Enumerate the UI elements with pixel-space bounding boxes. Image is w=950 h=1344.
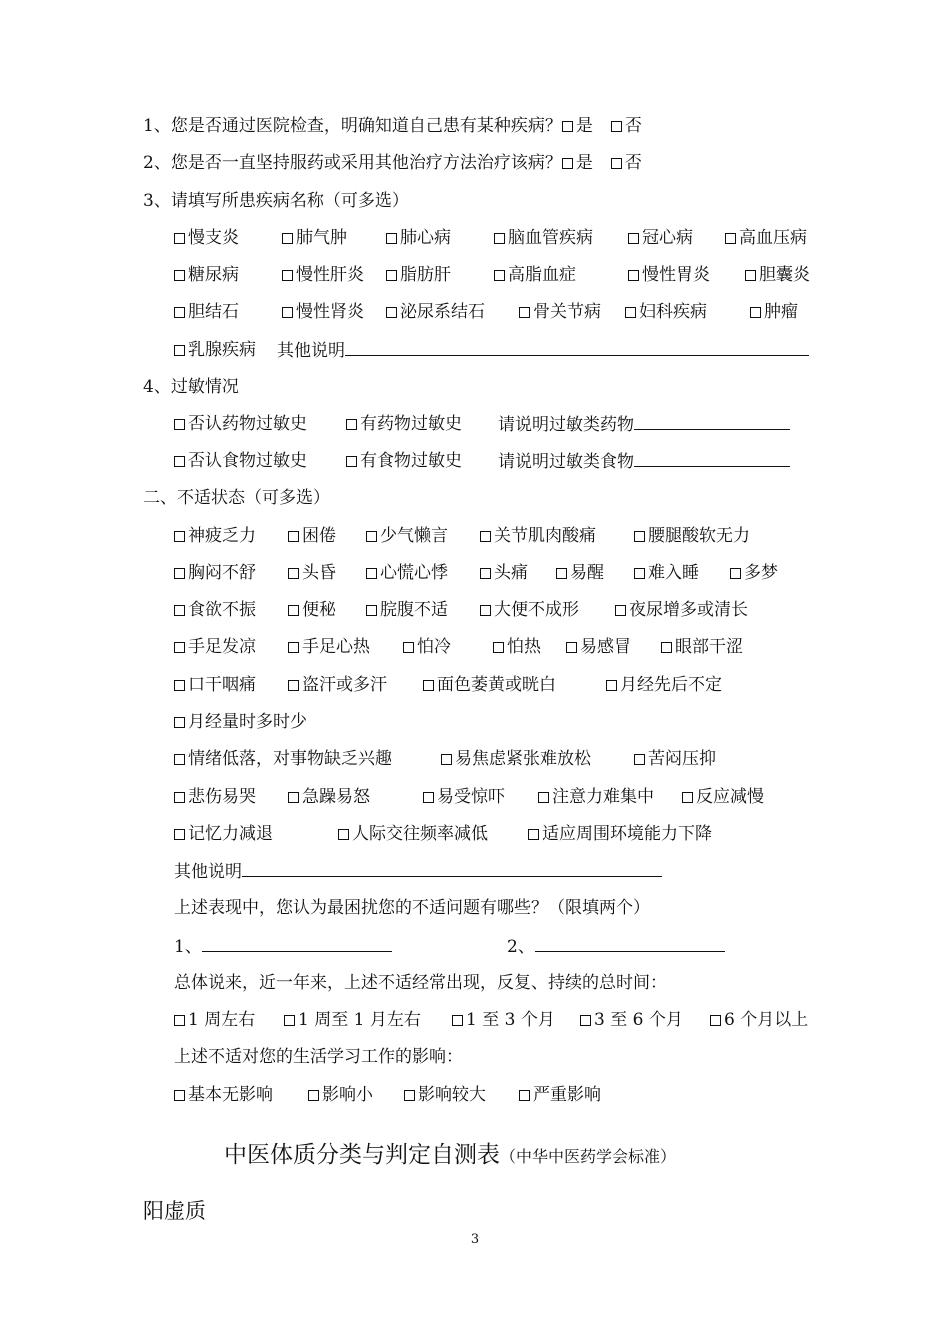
symptom-option[interactable]: [441, 748, 591, 770]
symptom-option[interactable]: [174, 525, 256, 547]
duration-option[interactable]: [284, 1009, 421, 1031]
other-label: 其他说明: [174, 862, 242, 882]
checkbox[interactable]: [282, 307, 293, 318]
duration-option[interactable]: [452, 1009, 555, 1031]
checkbox[interactable]: [282, 233, 293, 244]
symptom-option[interactable]: [288, 525, 336, 547]
checkbox[interactable]: [710, 1015, 721, 1026]
symptom-option[interactable]: [288, 636, 370, 658]
checkbox[interactable]: [174, 270, 185, 281]
page-number: 3: [470, 1232, 480, 1247]
checkbox[interactable]: [174, 1015, 185, 1026]
symptom-option[interactable]: [480, 599, 579, 621]
option-no: 否: [624, 116, 642, 136]
disease-other: [277, 339, 809, 362]
symptom-option[interactable]: [174, 748, 392, 770]
disease-label: 胆囊炎: [759, 265, 810, 285]
disease-label: 慢支炎: [188, 228, 239, 248]
disease-label: 慢性胃炎: [642, 265, 710, 285]
symptom-option[interactable]: [634, 525, 750, 547]
disease-option[interactable]: [386, 264, 451, 286]
disease-option[interactable]: [750, 301, 798, 323]
checkbox[interactable]: [580, 1015, 591, 1026]
other-label: 其他说明: [277, 341, 345, 361]
symptom-label: 难入睡: [648, 563, 699, 583]
allergy-label: 有药物过敏史: [360, 414, 462, 434]
disease-label: 慢性肾炎: [296, 302, 364, 322]
checkbox[interactable]: [174, 717, 185, 728]
symptom-label: 悲伤易哭: [188, 787, 256, 807]
disease-option[interactable]: [745, 264, 810, 286]
specify-input-line[interactable]: [634, 413, 790, 430]
symptom-label: 急躁易怒: [302, 787, 370, 807]
checkbox[interactable]: [366, 568, 377, 579]
checkbox[interactable]: [634, 568, 645, 579]
checkbox[interactable]: [528, 829, 539, 840]
symptom-option[interactable]: [528, 823, 712, 845]
allergy-label: 有食物过敏史: [360, 451, 462, 471]
symptom-option[interactable]: [423, 786, 505, 808]
checkbox[interactable]: [493, 642, 504, 653]
disease-option[interactable]: [494, 264, 576, 286]
impact-label: 影响小: [322, 1085, 373, 1105]
checkbox[interactable]: [566, 642, 577, 653]
question-2-text: 2、您是否一直坚持服药或采用其他治疗方法治疗该病？: [143, 153, 562, 173]
checkbox[interactable]: [480, 605, 491, 616]
symptom-option[interactable]: [480, 525, 596, 547]
disease-label: 高脂血症: [508, 265, 576, 285]
symptom-label: 易受惊吓: [437, 787, 505, 807]
checkbox[interactable]: [519, 1090, 530, 1101]
symptom-option[interactable]: [174, 599, 256, 621]
impact-option[interactable]: [404, 1084, 486, 1106]
option-yes: 是: [575, 153, 593, 173]
checkbox[interactable]: [682, 792, 693, 803]
checkbox[interactable]: [480, 531, 491, 542]
duration-label: 1 周左右: [188, 1010, 256, 1030]
duration-label: 3 至 6 个月: [594, 1010, 683, 1030]
disease-label: 乳腺疾病: [188, 340, 256, 360]
checkbox[interactable]: [745, 270, 756, 281]
disease-label: 冠心病: [642, 228, 693, 248]
checkbox[interactable]: [441, 754, 452, 765]
checkbox[interactable]: [625, 307, 636, 318]
symptom-option[interactable]: [423, 674, 556, 696]
symptom-option[interactable]: [366, 525, 448, 547]
checkbox[interactable]: [480, 568, 491, 579]
checkbox[interactable]: [386, 270, 397, 281]
checkbox[interactable]: [174, 605, 185, 616]
section-heading: 阳虚质: [143, 1199, 206, 1223]
symptom-option[interactable]: [288, 786, 370, 808]
checkbox[interactable]: [519, 307, 530, 318]
symptom-label: 头痛: [494, 563, 528, 583]
impact-label: 严重影响: [533, 1085, 601, 1105]
symptom-option[interactable]: [366, 599, 448, 621]
duration-label: 1 周至 1 月左右: [298, 1010, 421, 1030]
symptom-label: 关节肌肉酸痛: [494, 526, 596, 546]
symptom-label: 易感冒: [580, 637, 631, 657]
symptom-label: 易醒: [570, 563, 604, 583]
symptom-label: 多梦: [744, 563, 778, 583]
symptom-option[interactable]: [730, 562, 778, 584]
checkbox[interactable]: [661, 642, 672, 653]
symptom-label: 月经先后不定: [620, 675, 722, 695]
symptom-label: 口干咽痛: [188, 675, 256, 695]
disease-option[interactable]: [282, 301, 364, 323]
symptom-label: 胸闷不舒: [188, 563, 256, 583]
checkbox[interactable]: [174, 680, 185, 691]
checkbox[interactable]: [628, 270, 639, 281]
symptom-option[interactable]: [366, 562, 448, 584]
other-input-line[interactable]: [242, 860, 662, 877]
checkbox[interactable]: [282, 270, 293, 281]
allergy-label: 否认药物过敏史: [188, 414, 307, 434]
checkbox[interactable]: [494, 270, 505, 281]
disease-label: 脂肪肝: [400, 265, 451, 285]
disease-option[interactable]: [625, 301, 707, 323]
symptom-option[interactable]: [682, 786, 764, 808]
blank-1-label: 1、: [174, 937, 202, 957]
symptom-label: 记忆力减退: [188, 824, 273, 844]
checkbox[interactable]: [452, 1015, 463, 1026]
checkbox[interactable]: [750, 307, 761, 318]
impact-option[interactable]: [519, 1084, 601, 1106]
blank-1-input-line[interactable]: [202, 935, 392, 952]
disease-label: 妇科疾病: [639, 302, 707, 322]
disease-label: 肺心病: [400, 228, 451, 248]
checkbox[interactable]: [730, 568, 741, 579]
disease-label: 肿瘤: [764, 302, 798, 322]
checkbox[interactable]: [562, 121, 573, 132]
checkbox[interactable]: [725, 233, 736, 244]
disease-option[interactable]: [725, 227, 807, 249]
symptom-option[interactable]: [174, 711, 307, 733]
symptom-option[interactable]: [174, 636, 256, 658]
checkbox[interactable]: [538, 792, 549, 803]
symptom-label: 头昏: [302, 563, 336, 583]
symptom-option[interactable]: [556, 562, 604, 584]
section-2-heading: 二、不适状态（可多选）: [143, 488, 330, 508]
checkbox[interactable]: [494, 233, 505, 244]
blank-2-input-line[interactable]: [535, 935, 725, 952]
symptom-option[interactable]: [288, 562, 336, 584]
disease-label: 脑血管疾病: [508, 228, 593, 248]
symptom-option[interactable]: [480, 562, 528, 584]
checkbox[interactable]: [288, 642, 299, 653]
checkbox[interactable]: [284, 1015, 295, 1026]
specify-input-line[interactable]: [634, 450, 790, 467]
symptom-option[interactable]: [288, 599, 336, 621]
checkbox[interactable]: [628, 233, 639, 244]
symptom-label: 神疲乏力: [188, 526, 256, 546]
disease-label: 糖尿病: [188, 265, 239, 285]
symptom-label: 盗汗或多汗: [302, 675, 387, 695]
checkbox[interactable]: [174, 1090, 185, 1101]
allergy-option[interactable]: [346, 413, 462, 435]
checkbox[interactable]: [366, 531, 377, 542]
symptom-label: 苦闷压抑: [648, 749, 716, 769]
impact-question: 上述不适对您的生活学习工作的影响：: [174, 1047, 463, 1067]
symptom-option[interactable]: [538, 786, 654, 808]
duration-question: 总体说来，近一年来，上述不适经常出现，反复、持续的总时间：: [174, 973, 667, 993]
symptom-option[interactable]: [661, 636, 743, 658]
symptom-label: 食欲不振: [188, 600, 256, 620]
checkbox[interactable]: [423, 792, 434, 803]
symptom-label: 怕冷: [417, 637, 451, 657]
checkbox[interactable]: [386, 307, 397, 318]
symptom-option[interactable]: [338, 823, 488, 845]
checkbox[interactable]: [634, 754, 645, 765]
checkbox[interactable]: [288, 568, 299, 579]
checkbox[interactable]: [174, 792, 185, 803]
impact-option[interactable]: [308, 1084, 373, 1106]
allergy-specify: [498, 450, 790, 473]
symptom-option[interactable]: [288, 674, 387, 696]
disease-label: 肺气肿: [296, 228, 347, 248]
symptom-label: 困倦: [302, 526, 336, 546]
page-title: [224, 1141, 676, 1171]
checkbox[interactable]: [346, 419, 357, 430]
checkbox[interactable]: [288, 605, 299, 616]
checkbox[interactable]: [611, 121, 622, 132]
symptom-option[interactable]: [403, 636, 451, 658]
symptom-option[interactable]: [174, 786, 256, 808]
disease-option[interactable]: [519, 301, 601, 323]
checkbox[interactable]: [174, 568, 185, 579]
disease-option[interactable]: [386, 301, 485, 323]
checkbox[interactable]: [174, 345, 185, 356]
symptom-option[interactable]: [634, 562, 699, 584]
question-3: 3、请填写所患疾病名称（可多选）: [143, 191, 409, 211]
symptom-label: 怕热: [507, 637, 541, 657]
checkbox[interactable]: [562, 158, 573, 169]
allergy-option[interactable]: [174, 450, 307, 472]
checkbox[interactable]: [338, 829, 349, 840]
checkbox[interactable]: [174, 419, 185, 430]
symptom-option[interactable]: [606, 674, 722, 696]
symptom-label: 腰腿酸软无力: [648, 526, 750, 546]
symptom-label: 眼部干涩: [675, 637, 743, 657]
symptom-label: 夜尿增多或清长: [629, 600, 748, 620]
symptom-other: [174, 860, 662, 883]
disease-option[interactable]: [282, 227, 347, 249]
disease-label: 慢性肝炎: [296, 265, 364, 285]
symptom-label: 适应周围环境能力下降: [542, 824, 712, 844]
blank-2: [507, 935, 725, 958]
checkbox[interactable]: [288, 792, 299, 803]
specify-label: 请说明过敏类食物: [498, 452, 634, 472]
checkbox[interactable]: [174, 829, 185, 840]
title-subtitle: （中华中医药学会标准）: [500, 1147, 677, 1166]
checkbox[interactable]: [174, 233, 185, 244]
blank-1: [174, 935, 392, 958]
blank-2-label: 2、: [507, 937, 535, 957]
checkbox[interactable]: [606, 680, 617, 691]
option-yes: 是: [575, 116, 593, 136]
duration-label: 1 至 3 个月: [466, 1010, 555, 1030]
impact-option[interactable]: [174, 1084, 273, 1106]
symptom-label: 情绪低落，对事物缺乏兴趣: [188, 749, 392, 769]
symptom-label: 月经量时多时少: [188, 712, 307, 732]
duration-option[interactable]: [710, 1009, 808, 1031]
symptom-option[interactable]: [493, 636, 541, 658]
option-no: 否: [624, 153, 642, 173]
checkbox[interactable]: [288, 680, 299, 691]
disease-option[interactable]: [174, 339, 256, 361]
checkbox[interactable]: [174, 754, 185, 765]
checkbox[interactable]: [423, 680, 434, 691]
disease-option[interactable]: [386, 227, 451, 249]
impact-label: 影响较大: [418, 1085, 486, 1105]
checkbox[interactable]: [404, 1090, 415, 1101]
symptom-label: 手足心热: [302, 637, 370, 657]
most-troubling-question: 上述表现中，您认为最困扰您的不适问题有哪些？（限填两个）: [174, 898, 650, 918]
symptom-option[interactable]: [174, 562, 256, 584]
specify-label: 请说明过敏类药物: [498, 415, 634, 435]
checkbox[interactable]: [346, 456, 357, 467]
symptom-label: 大便不成形: [494, 600, 579, 620]
symptom-option[interactable]: [634, 748, 716, 770]
disease-label: 胆结石: [188, 302, 239, 322]
symptom-label: 易焦虑紧张难放松: [455, 749, 591, 769]
disease-option[interactable]: [174, 264, 239, 286]
question-4: 4、过敏情况: [143, 377, 239, 397]
symptom-option[interactable]: [566, 636, 631, 658]
symptom-label: 少气懒言: [380, 526, 448, 546]
symptom-option[interactable]: [174, 823, 273, 845]
disease-option[interactable]: [282, 264, 364, 286]
allergy-option[interactable]: [346, 450, 462, 472]
disease-option[interactable]: [494, 227, 593, 249]
allergy-label: 否认食物过敏史: [188, 451, 307, 471]
symptom-option[interactable]: [174, 674, 256, 696]
checkbox[interactable]: [366, 605, 377, 616]
checkbox[interactable]: [288, 531, 299, 542]
checkbox[interactable]: [615, 605, 626, 616]
disease-option[interactable]: [628, 227, 693, 249]
disease-option[interactable]: [174, 301, 239, 323]
symptom-label: 手足发凉: [188, 637, 256, 657]
disease-option[interactable]: [174, 227, 239, 249]
disease-label: 骨关节病: [533, 302, 601, 322]
disease-option[interactable]: [628, 264, 710, 286]
checkbox[interactable]: [174, 307, 185, 318]
question-1-text: 1、您是否通过医院检查，明确知道自己患有某种疾病？: [143, 116, 562, 136]
question-1: [143, 115, 642, 137]
symptom-label: 人际交往频率减低: [352, 824, 488, 844]
symptom-label: 便秘: [302, 600, 336, 620]
allergy-option[interactable]: [174, 413, 307, 435]
symptom-label: 反应减慢: [696, 787, 764, 807]
checkbox[interactable]: [634, 531, 645, 542]
symptom-label: 面色萎黄或晄白: [437, 675, 556, 695]
checkbox[interactable]: [386, 233, 397, 244]
symptom-label: 脘腹不适: [380, 600, 448, 620]
checkbox[interactable]: [403, 642, 414, 653]
checkbox[interactable]: [308, 1090, 319, 1101]
disease-label: 泌尿系结石: [400, 302, 485, 322]
duration-option[interactable]: [580, 1009, 683, 1031]
other-input-line[interactable]: [345, 339, 809, 356]
duration-label: 6 个月以上: [724, 1010, 809, 1030]
checkbox[interactable]: [174, 456, 185, 467]
title-text: 中医体质分类与判定自测表: [224, 1142, 500, 1168]
symptom-label: 注意力难集中: [552, 787, 654, 807]
impact-label: 基本无影响: [188, 1085, 273, 1105]
symptom-option[interactable]: [615, 599, 748, 621]
allergy-specify: [498, 413, 790, 436]
checkbox[interactable]: [611, 158, 622, 169]
checkbox[interactable]: [556, 568, 567, 579]
question-2: [143, 152, 642, 174]
checkbox[interactable]: [174, 531, 185, 542]
symptom-label: 心慌心悸: [380, 563, 448, 583]
checkbox[interactable]: [174, 642, 185, 653]
disease-label: 高血压病: [739, 228, 807, 248]
duration-option[interactable]: [174, 1009, 255, 1031]
